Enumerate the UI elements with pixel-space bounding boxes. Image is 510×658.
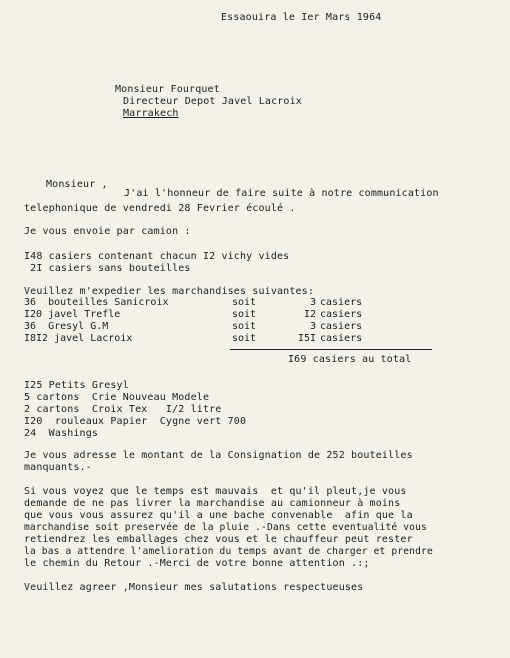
item-desc: 36 Gresyl G.M [24,321,109,332]
item-word: soit [232,297,257,308]
extra-item: 2 cartons Croix Tex I/2 litre [24,404,222,415]
closing-line: Veuillez agreer ,Monsieur mes salutations respectueuses [24,582,364,593]
extra-item: 24 Washings [24,428,99,439]
consignation-line-1: Je vous adresse le montant de la Consignation de 252 bouteilles [24,450,413,461]
weather-line: le chemin du Retour .-Merci de votre bonne attention .:; [24,558,370,569]
total-line: I69 casiers au total [288,354,412,365]
item-qty: 3 [309,321,316,332]
weather-line: que vous vous assurez qu'il a une bache convenable afin que la [24,510,413,521]
date-line: Essaouira le Ier Mars 1964 [221,12,382,23]
request-intro: Veuillez m'expedier les marchandises suivantes: [24,286,315,297]
intro-line-1: J'ai l'honneur de faire suite à notre communication [124,188,439,199]
item-qty: I5I [297,333,316,344]
item-qty: I2 [303,309,316,320]
item-unit: casiers [320,321,363,332]
envoi-intro: Je vous envoie par camion : [24,226,191,237]
weather-line: la bas a attendre l'amelioration du temps avant de charger et prendre [24,546,433,557]
item-unit: casiers [320,309,363,320]
recipient-title: Directeur Depot Javel Lacroix [123,96,302,107]
item-unit: casiers [320,297,363,308]
consignation-line-2: manquants.- [24,462,92,473]
item-word: soit [232,321,257,332]
extra-item: 5 cartons Crie Nouveau Modele [24,392,210,403]
item-word: soit [232,309,257,320]
intro-line-2: telephonique de vendredi 28 Fevrier écoulé . [24,203,296,214]
total-rule [230,349,432,350]
item-desc: 36 bouteilles Sanicroix [24,297,169,308]
weather-line: marchandise soit preservée de la pluie .-Dans cette eventualité vous [24,522,427,533]
salutation: Monsieur , [46,179,108,190]
recipient-name: Monsieur Fourquet [115,84,220,95]
envoi-line: I48 casiers contenant chacun I2 vichy vides [24,251,290,262]
envoi-line: 2I casiers sans bouteilles [24,263,191,274]
weather-line: retiendrez les emballages chez vous et le chauffeur peut rester [24,534,413,545]
extra-item: I20 rouleaux Papier Cygne vert 700 [24,416,247,427]
weather-line: demande de ne pas livrer la marchandise au camionneur à moins [24,498,401,509]
recipient-city: Marrakech [123,108,179,119]
item-unit: casiers [320,333,363,344]
item-qty: 3 [309,297,316,308]
item-desc: I20 javel Trefle [24,309,121,320]
item-word: soit [232,333,257,344]
extra-item: I25 Petits Gresyl [24,380,129,391]
weather-line: Si vous voyez que le temps est mauvais et qu'il pleut,je vous [24,486,407,497]
item-desc: I8I2 javel Lacroix [24,333,133,344]
